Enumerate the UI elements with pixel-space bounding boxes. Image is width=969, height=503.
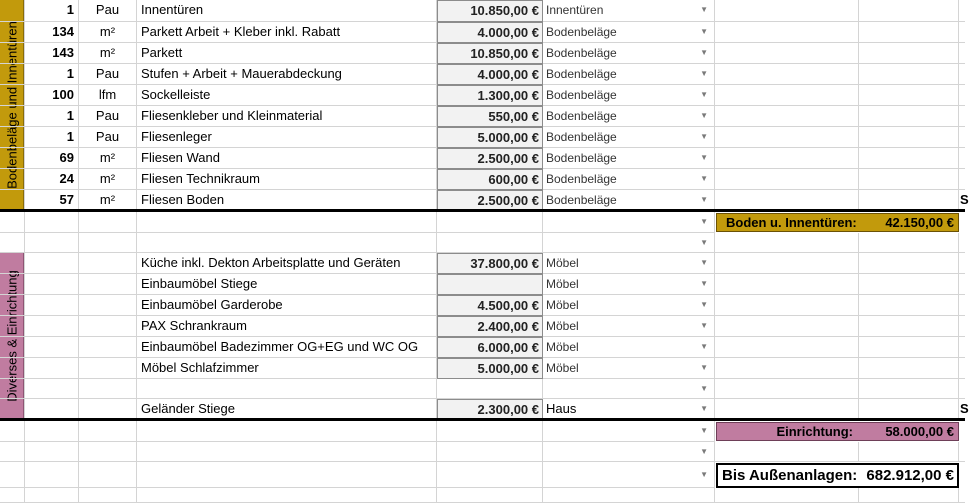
category-dropdown[interactable]	[543, 462, 715, 488]
group-cell	[0, 169, 25, 190]
qty-cell[interactable]: 57	[25, 190, 79, 210]
category-dropdown[interactable]	[543, 127, 715, 148]
price-cell[interactable]: 600,00 €	[437, 169, 543, 190]
empty-cell[interactable]	[79, 233, 137, 253]
description-cell[interactable]: Geländer Stiege	[137, 399, 437, 419]
category-value: Bodenbeläge	[546, 88, 617, 102]
description-cell[interactable]: Fliesen Technikraum	[137, 169, 437, 190]
empty-cell[interactable]	[715, 442, 859, 462]
table-row	[0, 399, 965, 419]
empty-cell[interactable]	[959, 274, 965, 295]
table-row	[0, 358, 965, 379]
group-cell	[0, 274, 25, 295]
category-dropdown[interactable]	[543, 0, 715, 22]
description-cell[interactable]: Fliesen Wand	[137, 148, 437, 169]
empty-cell[interactable]	[715, 399, 859, 419]
dropdown-arrow-icon[interactable]: ▼	[700, 258, 708, 267]
category-value: Innentüren	[546, 3, 604, 17]
dropdown-arrow-icon[interactable]: ▼	[700, 174, 708, 183]
category-value: Bodenbeläge	[546, 130, 617, 144]
category-value: Möbel	[546, 340, 579, 354]
table-row	[0, 43, 965, 64]
price-cell[interactable]: 2.300,00 €	[437, 399, 543, 419]
category-value: Haus	[546, 401, 577, 416]
category-dropdown[interactable]	[543, 442, 715, 462]
category-value: Möbel	[546, 361, 579, 375]
unit-cell[interactable]: Pau	[79, 0, 137, 22]
dropdown-arrow-icon[interactable]: ▼	[700, 90, 708, 99]
table-row	[0, 379, 965, 399]
empty-cell[interactable]	[137, 462, 437, 488]
empty-cell[interactable]	[715, 337, 859, 358]
price-cell[interactable]: 5.000,00 €	[437, 127, 543, 148]
group-cell	[0, 295, 25, 316]
description-cell[interactable]: Einbaumöbel Badezimmer OG+EG und WC OG	[137, 337, 437, 358]
description-cell[interactable]: Innentüren	[137, 0, 437, 22]
empty-cell[interactable]	[715, 316, 859, 337]
table-row	[0, 0, 965, 22]
empty-cell[interactable]	[959, 169, 965, 190]
table-row	[0, 106, 965, 127]
empty-cell[interactable]	[959, 64, 965, 85]
table-row	[0, 253, 965, 274]
empty-cell[interactable]	[715, 85, 859, 106]
empty-cell[interactable]	[715, 379, 859, 399]
clipped-cell-text: S	[960, 192, 969, 207]
empty-cell[interactable]	[25, 212, 79, 233]
table-row	[0, 316, 965, 337]
dropdown-arrow-icon[interactable]: ▼	[700, 342, 708, 351]
dropdown-arrow-icon[interactable]: ▼	[700, 426, 708, 435]
empty-cell[interactable]	[859, 85, 959, 106]
qty-cell[interactable]: 24	[25, 169, 79, 190]
empty-cell[interactable]	[859, 43, 959, 64]
group-cell	[0, 127, 25, 148]
group-cell	[0, 316, 25, 337]
dropdown-arrow-icon[interactable]: ▼	[700, 279, 708, 288]
unit-cell[interactable]: m²	[79, 22, 137, 43]
unit-cell[interactable]	[79, 274, 137, 295]
empty-cell[interactable]	[715, 43, 859, 64]
category-dropdown[interactable]	[543, 64, 715, 85]
qty-cell[interactable]: 1	[25, 0, 79, 22]
unit-cell[interactable]	[79, 253, 137, 274]
table-row	[0, 148, 965, 169]
dropdown-arrow-icon[interactable]: ▼	[700, 447, 708, 456]
price-cell[interactable]: 2.400,00 €	[437, 316, 543, 337]
price-cell[interactable]: 4.500,00 €	[437, 295, 543, 316]
dropdown-arrow-icon[interactable]: ▼	[700, 27, 708, 36]
group-cell	[0, 85, 25, 106]
empty-cell[interactable]	[715, 64, 859, 85]
qty-cell[interactable]: 1	[25, 64, 79, 85]
empty-cell[interactable]	[25, 442, 79, 462]
empty-cell[interactable]	[0, 462, 25, 488]
unit-cell[interactable]: lfm	[79, 85, 137, 106]
empty-cell[interactable]	[959, 379, 965, 399]
empty-cell[interactable]	[859, 253, 959, 274]
empty-cell[interactable]	[959, 358, 965, 379]
dropdown-arrow-icon[interactable]: ▼	[700, 111, 708, 120]
table-row	[0, 190, 965, 210]
qty-cell[interactable]: 69	[25, 148, 79, 169]
table-row	[0, 127, 965, 148]
empty-cell[interactable]	[859, 233, 959, 253]
empty-cell[interactable]	[859, 316, 959, 337]
subtotal-boden-value: 42.150,00 €	[885, 215, 954, 230]
price-cell[interactable]: 5.000,00 €	[437, 358, 543, 379]
category-dropdown[interactable]	[543, 169, 715, 190]
unit-cell[interactable]	[79, 399, 137, 419]
unit-cell[interactable]	[79, 358, 137, 379]
empty-cell[interactable]	[859, 274, 959, 295]
price-cell[interactable]: 1.300,00 €	[437, 85, 543, 106]
category-value: Bodenbeläge	[546, 193, 617, 207]
empty-cell[interactable]	[25, 233, 79, 253]
qty-cell[interactable]	[25, 274, 79, 295]
empty-cell[interactable]	[715, 169, 859, 190]
empty-cell[interactable]	[0, 233, 25, 253]
empty-cell[interactable]	[859, 379, 959, 399]
category-value: Möbel	[546, 298, 579, 312]
qty-cell[interactable]: 143	[25, 43, 79, 64]
dropdown-arrow-icon[interactable]: ▼	[700, 321, 708, 330]
empty-cell[interactable]	[859, 337, 959, 358]
dropdown-arrow-icon[interactable]: ▼	[700, 195, 708, 204]
empty-cell[interactable]	[859, 22, 959, 43]
empty-cell[interactable]	[25, 379, 79, 399]
unit-cell[interactable]: m²	[79, 190, 137, 210]
empty-cell[interactable]	[859, 295, 959, 316]
category-value: Bodenbeläge	[546, 172, 617, 186]
dropdown-arrow-icon[interactable]: ▼	[700, 363, 708, 372]
grand-total	[716, 463, 959, 488]
clipped-cell-text: S	[960, 401, 969, 416]
empty-cell[interactable]	[959, 127, 965, 148]
table-row	[0, 295, 965, 316]
description-cell[interactable]: Einbaumöbel Garderobe	[137, 295, 437, 316]
empty-cell[interactable]	[437, 462, 543, 488]
empty-cell[interactable]	[715, 488, 859, 503]
qty-cell[interactable]	[25, 316, 79, 337]
category-dropdown[interactable]	[543, 337, 715, 358]
empty-cell[interactable]	[859, 399, 959, 419]
empty-cell[interactable]	[137, 421, 437, 442]
empty-cell[interactable]	[79, 442, 137, 462]
group-cell	[0, 190, 25, 210]
group-cell	[0, 22, 25, 43]
empty-cell[interactable]	[959, 316, 965, 337]
dropdown-arrow-icon[interactable]: ▼	[700, 69, 708, 78]
unit-cell[interactable]: m²	[79, 148, 137, 169]
category-dropdown[interactable]	[543, 190, 715, 210]
unit-cell[interactable]: m²	[79, 169, 137, 190]
dropdown-arrow-icon[interactable]: ▼	[700, 300, 708, 309]
empty-cell[interactable]	[79, 488, 137, 503]
empty-cell[interactable]	[959, 148, 965, 169]
unit-cell[interactable]: m²	[79, 43, 137, 64]
dropdown-arrow-icon[interactable]: ▼	[700, 404, 708, 413]
empty-cell[interactable]	[959, 442, 965, 462]
dropdown-arrow-icon[interactable]: ▼	[700, 132, 708, 141]
qty-cell[interactable]: 134	[25, 22, 79, 43]
subtotal-einrichtung	[716, 422, 959, 441]
category-value: Bodenbeläge	[546, 46, 617, 60]
category-dropdown[interactable]	[543, 399, 715, 419]
group-cell	[0, 379, 25, 399]
empty-cell[interactable]	[959, 0, 965, 22]
category-value: Möbel	[546, 277, 579, 291]
empty-cell[interactable]	[959, 43, 965, 64]
category-dropdown[interactable]	[543, 43, 715, 64]
group-label-text: Bodenbeläge und Innentüren	[4, 21, 19, 189]
dropdown-arrow-icon[interactable]: ▼	[700, 5, 708, 14]
category-dropdown[interactable]	[543, 421, 715, 442]
qty-cell[interactable]	[25, 358, 79, 379]
price-cell[interactable]: 4.000,00 €	[437, 64, 543, 85]
group-cell	[0, 0, 25, 22]
price-cell[interactable]: 2.500,00 €	[437, 190, 543, 210]
category-value: Bodenbeläge	[546, 67, 617, 81]
category-dropdown[interactable]	[543, 85, 715, 106]
subtotal-boden	[716, 213, 959, 232]
unit-cell[interactable]	[79, 337, 137, 358]
empty-cell[interactable]	[715, 295, 859, 316]
category-dropdown[interactable]	[543, 233, 715, 253]
category-dropdown[interactable]	[543, 212, 715, 233]
empty-cell[interactable]	[859, 442, 959, 462]
dropdown-arrow-icon[interactable]: ▼	[700, 217, 708, 226]
category-dropdown[interactable]	[543, 22, 715, 43]
description-cell[interactable]: Fliesen Boden	[137, 190, 437, 210]
grand-total-label: Bis Außenanlagen:	[722, 467, 858, 484]
category-value: Möbel	[546, 256, 579, 270]
empty-cell[interactable]	[959, 106, 965, 127]
table-row	[0, 488, 965, 503]
empty-cell[interactable]	[715, 22, 859, 43]
empty-cell[interactable]	[137, 442, 437, 462]
empty-cell[interactable]	[959, 295, 965, 316]
category-dropdown[interactable]	[543, 148, 715, 169]
qty-cell[interactable]	[25, 295, 79, 316]
empty-cell[interactable]	[715, 106, 859, 127]
empty-cell[interactable]	[715, 274, 859, 295]
empty-cell[interactable]	[437, 379, 543, 399]
category-value: Bodenbeläge	[546, 109, 617, 123]
empty-cell[interactable]	[859, 169, 959, 190]
qty-cell[interactable]: 1	[25, 106, 79, 127]
group-cell	[0, 106, 25, 127]
empty-cell[interactable]	[0, 488, 25, 503]
empty-cell[interactable]	[715, 358, 859, 379]
table-row	[0, 22, 965, 43]
table-row	[0, 233, 965, 253]
empty-cell[interactable]	[715, 127, 859, 148]
unit-cell[interactable]: Pau	[79, 106, 137, 127]
group-label-text: Diverses & Einrichtung	[4, 270, 19, 402]
empty-cell[interactable]	[79, 462, 137, 488]
empty-cell[interactable]	[959, 253, 965, 274]
empty-cell[interactable]	[0, 212, 25, 233]
empty-cell[interactable]	[25, 462, 79, 488]
empty-cell[interactable]	[137, 488, 437, 503]
price-cell[interactable]: 550,00 €	[437, 106, 543, 127]
category-dropdown[interactable]	[543, 316, 715, 337]
empty-cell[interactable]	[137, 379, 437, 399]
price-cell[interactable]: 10.850,00 €	[437, 0, 543, 22]
category-dropdown[interactable]	[543, 253, 715, 274]
price-cell[interactable]: 2.500,00 €	[437, 148, 543, 169]
price-cell[interactable]: 10.850,00 €	[437, 43, 543, 64]
empty-cell[interactable]	[859, 358, 959, 379]
qty-cell[interactable]: 100	[25, 85, 79, 106]
description-cell[interactable]: PAX Schrankraum	[137, 316, 437, 337]
table-row	[0, 169, 965, 190]
category-dropdown[interactable]	[543, 358, 715, 379]
empty-cell[interactable]	[79, 379, 137, 399]
empty-cell[interactable]	[0, 421, 25, 442]
empty-cell[interactable]	[137, 212, 437, 233]
description-cell[interactable]: Sockelleiste	[137, 85, 437, 106]
description-cell[interactable]: Möbel Schlafzimmer	[137, 358, 437, 379]
empty-cell[interactable]	[859, 127, 959, 148]
category-value: Bodenbeläge	[546, 151, 617, 165]
empty-cell[interactable]	[715, 148, 859, 169]
table-row	[0, 442, 965, 462]
empty-cell[interactable]	[715, 190, 859, 210]
table-row	[0, 64, 965, 85]
empty-cell[interactable]	[25, 488, 79, 503]
price-cell[interactable]	[437, 274, 543, 295]
unit-cell[interactable]: Pau	[79, 127, 137, 148]
empty-cell[interactable]	[959, 85, 965, 106]
qty-cell[interactable]	[25, 399, 79, 419]
empty-cell[interactable]	[437, 212, 543, 233]
price-cell[interactable]: 6.000,00 €	[437, 337, 543, 358]
empty-cell[interactable]	[543, 488, 715, 503]
empty-cell[interactable]	[959, 22, 965, 43]
qty-cell[interactable]: 1	[25, 127, 79, 148]
description-cell[interactable]: Küche inkl. Dekton Arbeitsplatte und Geräten	[137, 253, 437, 274]
category-value: Möbel	[546, 319, 579, 333]
empty-cell[interactable]	[959, 337, 965, 358]
description-cell[interactable]: Stufen + Arbeit + Mauerabdeckung	[137, 64, 437, 85]
table-row	[0, 85, 965, 106]
empty-cell[interactable]	[959, 233, 965, 253]
grand-total-value: 682.912,00 €	[866, 467, 954, 484]
group-cell	[0, 253, 25, 274]
description-cell[interactable]: Einbaumöbel Stiege	[137, 274, 437, 295]
empty-cell[interactable]	[959, 488, 965, 503]
dropdown-arrow-icon[interactable]: ▼	[700, 238, 708, 247]
group-cell	[0, 64, 25, 85]
empty-cell[interactable]	[437, 488, 543, 503]
category-dropdown[interactable]	[543, 379, 715, 399]
unit-cell[interactable]: Pau	[79, 64, 137, 85]
unit-cell[interactable]	[79, 295, 137, 316]
empty-cell[interactable]	[437, 233, 543, 253]
empty-cell[interactable]	[715, 0, 859, 22]
description-cell[interactable]: Fliesenleger	[137, 127, 437, 148]
description-cell[interactable]: Parkett Arbeit + Kleber inkl. Rabatt	[137, 22, 437, 43]
qty-cell[interactable]	[25, 253, 79, 274]
empty-cell[interactable]	[859, 0, 959, 22]
empty-cell[interactable]	[79, 421, 137, 442]
empty-cell[interactable]	[859, 488, 959, 503]
empty-cell[interactable]	[79, 212, 137, 233]
description-cell[interactable]: Parkett	[137, 43, 437, 64]
table-row	[0, 274, 965, 295]
dropdown-arrow-icon[interactable]: ▼	[700, 384, 708, 393]
group-cell	[0, 399, 25, 419]
empty-cell[interactable]	[715, 253, 859, 274]
empty-cell[interactable]	[859, 64, 959, 85]
empty-cell[interactable]	[0, 442, 25, 462]
group-cell	[0, 337, 25, 358]
dropdown-arrow-icon[interactable]: ▼	[700, 153, 708, 162]
category-dropdown[interactable]	[543, 295, 715, 316]
group-cell	[0, 43, 25, 64]
unit-cell[interactable]	[79, 316, 137, 337]
description-cell[interactable]: Fliesenkleber und Kleinmaterial	[137, 106, 437, 127]
empty-cell[interactable]	[715, 233, 859, 253]
empty-cell[interactable]	[859, 190, 959, 210]
subtotal-boden-label: Boden u. Innentüren:	[726, 215, 857, 230]
empty-cell[interactable]	[437, 421, 543, 442]
category-dropdown[interactable]	[543, 274, 715, 295]
category-value: Bodenbeläge	[546, 25, 617, 39]
dropdown-arrow-icon[interactable]: ▼	[700, 470, 708, 479]
subtotal-einrichtung-label: Einrichtung:	[776, 424, 853, 439]
group-cell	[0, 148, 25, 169]
price-cell[interactable]: 37.800,00 €	[437, 253, 543, 274]
empty-cell[interactable]	[859, 148, 959, 169]
subtotal-einrichtung-value: 58.000,00 €	[885, 424, 954, 439]
group-cell	[0, 358, 25, 379]
empty-cell[interactable]	[859, 106, 959, 127]
price-cell[interactable]: 4.000,00 €	[437, 22, 543, 43]
table-row	[0, 337, 965, 358]
empty-cell[interactable]	[25, 421, 79, 442]
qty-cell[interactable]	[25, 337, 79, 358]
empty-cell[interactable]	[437, 442, 543, 462]
category-dropdown[interactable]	[543, 106, 715, 127]
dropdown-arrow-icon[interactable]: ▼	[700, 48, 708, 57]
empty-cell[interactable]	[137, 233, 437, 253]
